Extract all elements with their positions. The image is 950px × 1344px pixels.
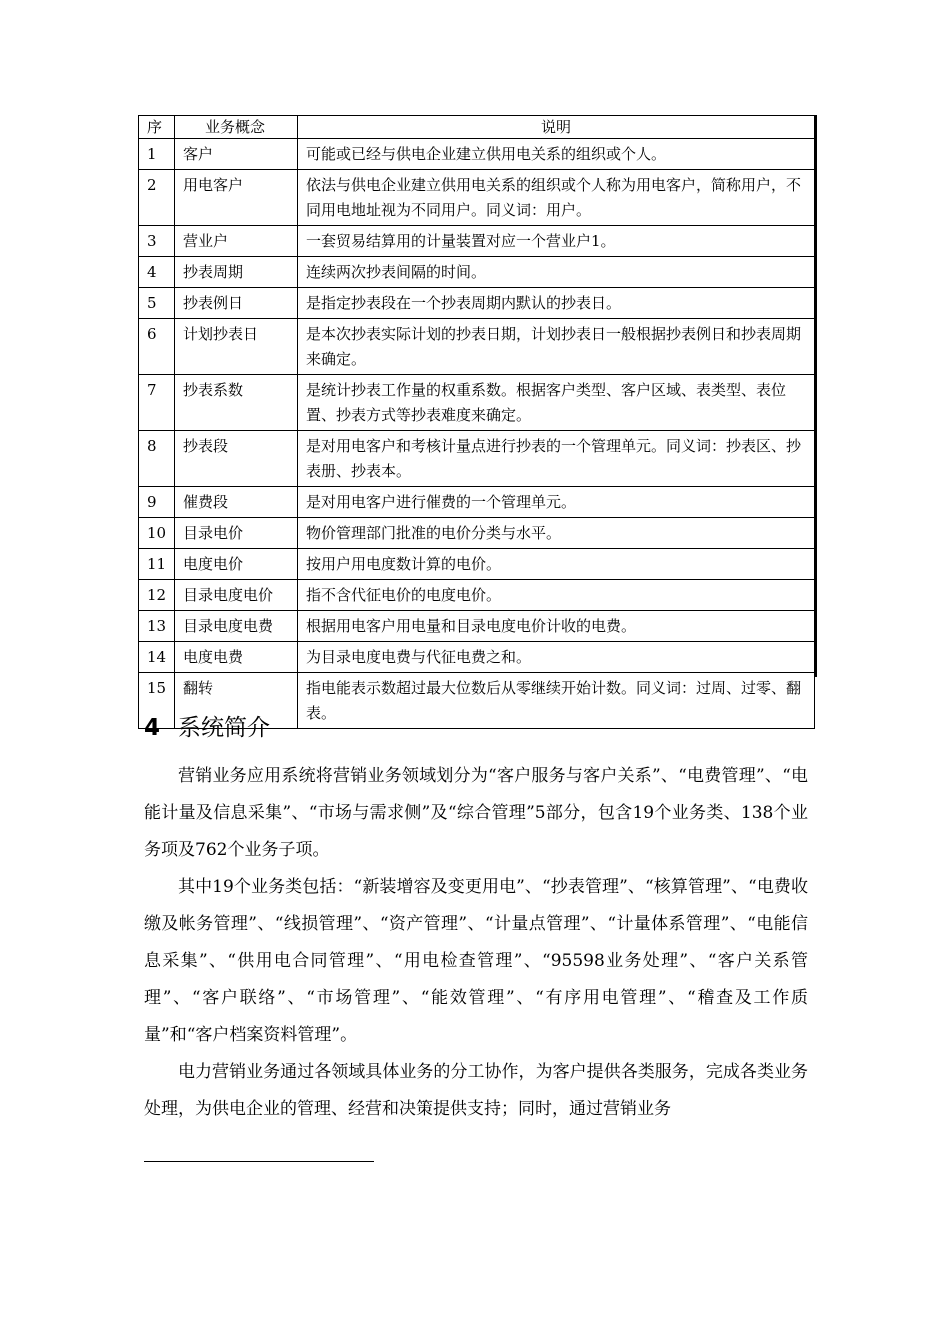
table-row: [139, 375, 815, 431]
row-number: 14: [139, 642, 175, 673]
row-number: 4: [139, 257, 175, 288]
paragraph: 其中19个业务类包括：“新装增容及变更用电”、“抄表管理”、“核算管理”、“电费收缴及帐务管理”、“线损管理”、“资产管理”、“计量点管理”、“计量体系管理”、“电能信息采集”、“供用电合同管理”、“用电检查管理”、“95598业务处理”、“客户关系管理”、“客户联络”、“市场管理”、“能效管理”、“有序用电管理”、“稽查及工作质量”和“客户档案资料管理”。: [144, 877, 808, 1045]
table-row: [139, 431, 815, 487]
row-number: 15: [139, 673, 175, 729]
row-number: 2: [139, 170, 175, 226]
table-row: [139, 642, 815, 673]
table-row: [139, 139, 815, 170]
section-body: [144, 758, 808, 1128]
row-concept: 抄表例日: [175, 288, 298, 319]
row-concept: 抄表段: [175, 431, 298, 487]
table-row: [139, 518, 815, 549]
row-description: 连续两次抄表间隔的时间。: [298, 257, 815, 288]
table-right-border: [815, 115, 817, 677]
row-concept: 翻转: [175, 673, 298, 729]
header-description: 说明: [298, 116, 815, 139]
row-number: 10: [139, 518, 175, 549]
row-description: 指不含代征电价的电度电价。: [298, 580, 815, 611]
row-description: 指电能表示数超过最大位数后从零继续开始计数。同义词：过周、过零、翻表。: [298, 673, 815, 729]
row-description: 根据用电客户用电量和目录电度电价计收的电费。: [298, 611, 815, 642]
table-row: [139, 170, 815, 226]
table-row: [139, 288, 815, 319]
row-description: 一套贸易结算用的计量装置对应一个营业户1。: [298, 226, 815, 257]
row-concept: 电度电价: [175, 549, 298, 580]
section-number: 4: [144, 715, 161, 741]
header-concept: 业务概念: [175, 116, 298, 139]
row-description: 为目录电度电费与代征电费之和。: [298, 642, 815, 673]
paragraph: 营销业务应用系统将营销业务领域划分为“客户服务与客户关系”、“电费管理”、“电能计量及信息采集”、“市场与需求侧”及“综合管理”5部分，包含19个业务类、138个业务项及762个业务子项。: [144, 766, 808, 860]
table-row: [139, 319, 815, 375]
table-row: [139, 487, 815, 518]
row-number: 11: [139, 549, 175, 580]
paragraph: 电力营销业务通过各领域具体业务的分工协作，为客户提供各类服务，完成各类业务处理，为供电企业的管理、经营和决策提供支持；同时，通过营销业务: [144, 1062, 808, 1119]
row-description: 是统计抄表工作量的权重系数。根据客户类型、客户区域、表类型、表位置、抄表方式等抄表难度来确定。: [298, 375, 815, 431]
row-concept: 电度电费: [175, 642, 298, 673]
header-seq: 序: [139, 116, 175, 139]
row-concept: 目录电度电价: [175, 580, 298, 611]
row-description: 依法与供电企业建立供用电关系的组织或个人称为用电客户，简称用户，不同用电地址视为不同用户。同义词：用户。: [298, 170, 815, 226]
table-header-row: [139, 116, 815, 139]
row-description: 可能或已经与供电企业建立供用电关系的组织或个人。: [298, 139, 815, 170]
row-number: 8: [139, 431, 175, 487]
table-row: [139, 257, 815, 288]
row-description: 按用户用电度数计算的电价。: [298, 549, 815, 580]
table-row: [139, 549, 815, 580]
table-row: [139, 580, 815, 611]
row-number: 1: [139, 139, 175, 170]
row-description: 是本次抄表实际计划的抄表日期，计划抄表日一般根据抄表例日和抄表周期来确定。: [298, 319, 815, 375]
row-number: 12: [139, 580, 175, 611]
row-concept: 催费段: [175, 487, 298, 518]
row-description: 物价管理部门批准的电价分类与水平。: [298, 518, 815, 549]
row-number: 7: [139, 375, 175, 431]
row-number: 9: [139, 487, 175, 518]
row-concept: 计划抄表日: [175, 319, 298, 375]
section-heading: [144, 708, 270, 748]
row-concept: 目录电价: [175, 518, 298, 549]
row-concept: 用电客户: [175, 170, 298, 226]
row-number: 5: [139, 288, 175, 319]
table-row: [139, 611, 815, 642]
row-concept: 目录电度电费: [175, 611, 298, 642]
row-concept: 客户: [175, 139, 298, 170]
row-description: 是对用电客户进行催费的一个管理单元。: [298, 487, 815, 518]
row-concept: 抄表系数: [175, 375, 298, 431]
footnote-separator: [144, 1161, 374, 1162]
row-number: 3: [139, 226, 175, 257]
section-title: 系统简介: [178, 715, 271, 741]
business-concepts-table: [138, 115, 815, 729]
row-number: 6: [139, 319, 175, 375]
table-row: [139, 226, 815, 257]
row-description: 是对用电客户和考核计量点进行抄表的一个管理单元。同义词：抄表区、抄表册、抄表本。: [298, 431, 815, 487]
row-number: 13: [139, 611, 175, 642]
row-concept: 抄表周期: [175, 257, 298, 288]
row-description: 是指定抄表段在一个抄表周期内默认的抄表日。: [298, 288, 815, 319]
row-concept: 营业户: [175, 226, 298, 257]
